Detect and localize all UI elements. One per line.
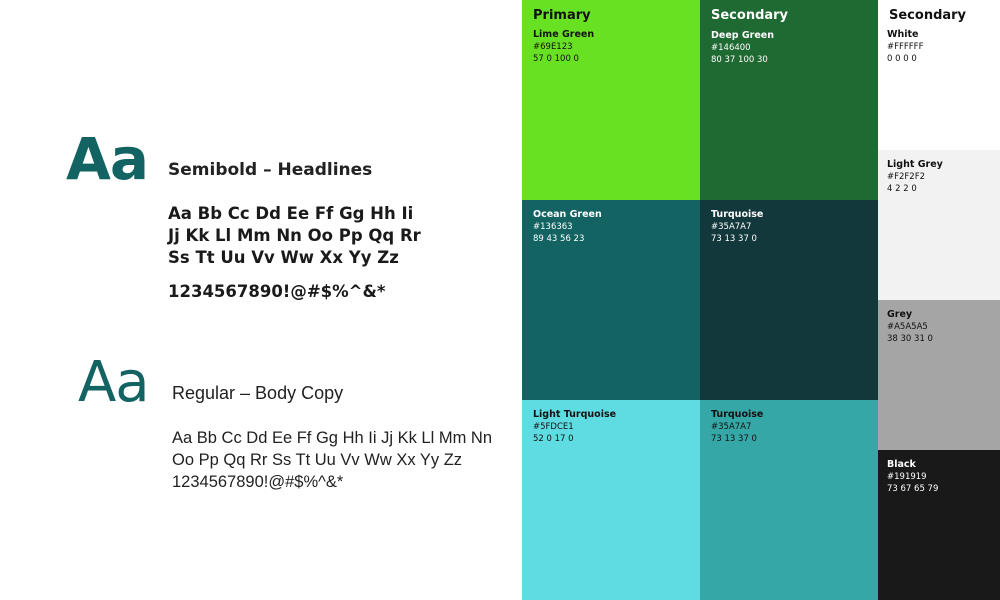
semibold-alphabet-line: Ss Tt Uu Vv Ww Xx Yy Zz <box>168 248 399 267</box>
swatch-hex: #F2F2F2 <box>887 172 926 182</box>
swatch-name: Grey <box>887 309 913 320</box>
swatch-deep-green <box>700 0 878 200</box>
swatch-white <box>878 0 1000 150</box>
semibold-alphabet <box>168 203 421 269</box>
regular-alphabet-line: Aa Bb Cc Dd Ee Ff Gg Hh Ii Jj Kk Ll Mm Nn <box>172 429 493 447</box>
semibold-digits: 1234567890!@#$%^&* <box>168 282 386 301</box>
swatch-name: Deep Green <box>711 30 775 41</box>
swatch-info <box>887 459 938 495</box>
swatch-name: Turquoise <box>711 409 764 420</box>
regular-sample-glyph: Aa <box>78 350 149 415</box>
swatch-hex: #191919 <box>887 472 927 482</box>
swatch-hex: #146400 <box>711 43 751 53</box>
regular-alphabet-line: 1234567890!@#$%^&* <box>172 473 344 491</box>
swatch-cmyk: 80 37 100 30 <box>711 55 768 65</box>
swatch-hex: #5FDCE1 <box>533 422 574 432</box>
swatch-info <box>533 409 616 445</box>
swatch-info <box>887 159 943 195</box>
swatch-name: Lime Green <box>533 29 595 40</box>
swatch-hex: #69E123 <box>533 42 573 52</box>
swatch-info <box>533 29 594 65</box>
swatch-name: Light Grey <box>887 159 943 170</box>
swatch-cmyk: 57 0 100 0 <box>533 54 579 64</box>
swatch-name: White <box>887 29 919 40</box>
semibold-alphabet-line: Aa Bb Cc Dd Ee Ff Gg Hh Ii <box>168 204 414 223</box>
regular-style-name: Regular – Body Copy <box>172 383 344 403</box>
regular-alphabet-line: Oo Pp Qq Rr Ss Tt Uu Vv Ww Xx Yy Zz <box>172 451 463 469</box>
swatch-turquoise <box>700 400 878 600</box>
neutral-heading: Secondary <box>889 8 967 23</box>
swatch-hex: #136363 <box>533 222 573 232</box>
swatch-cmyk: 73 13 37 0 <box>711 434 757 444</box>
swatch-light-turquoise <box>522 400 700 600</box>
swatch-info <box>887 29 923 65</box>
regular-alphabet <box>172 427 492 493</box>
swatch-cmyk: 0 0 0 0 <box>887 54 917 64</box>
swatch-name: Ocean Green <box>533 209 602 220</box>
swatch-cmyk: 4 2 2 0 <box>887 184 917 194</box>
swatch-grey <box>878 300 1000 450</box>
swatch-light-grey <box>878 150 1000 300</box>
primary-heading: Primary <box>533 8 591 23</box>
swatch-name: Turquoise <box>711 209 764 220</box>
swatch-cmyk: 38 30 31 0 <box>887 334 933 344</box>
swatch-hex: #A5A5A5 <box>887 322 928 332</box>
semibold-style-name: Semibold – Headlines <box>168 160 373 180</box>
swatch-info <box>887 309 933 345</box>
swatch-info <box>711 30 774 66</box>
swatch-name: Light Turquoise <box>533 409 617 420</box>
swatch-hex: #35A7A7 <box>711 422 752 432</box>
swatch-ocean-green <box>522 200 700 400</box>
swatch-info <box>711 409 763 445</box>
swatch-cmyk: 89 43 56 23 <box>533 234 585 244</box>
swatch-cmyk: 73 67 65 79 <box>887 484 939 494</box>
swatch-hex: #FFFFFF <box>887 42 924 52</box>
swatch-name: Black <box>887 459 916 470</box>
swatch-cmyk: 52 0 17 0 <box>533 434 574 444</box>
swatch-black <box>878 450 1000 600</box>
swatch-info <box>711 209 763 245</box>
semibold-alphabet-line: Jj Kk Ll Mm Nn Oo Pp Qq Rr <box>168 226 421 245</box>
swatch-cmyk: 73 13 37 0 <box>711 234 757 244</box>
swatch-turquoise-dark <box>700 200 878 400</box>
swatch-lime-green <box>522 0 700 200</box>
swatch-info <box>533 209 602 245</box>
semibold-sample-glyph: Aa <box>66 125 149 193</box>
swatch-hex: #35A7A7 <box>711 222 752 232</box>
secondary-heading: Secondary <box>711 8 789 23</box>
